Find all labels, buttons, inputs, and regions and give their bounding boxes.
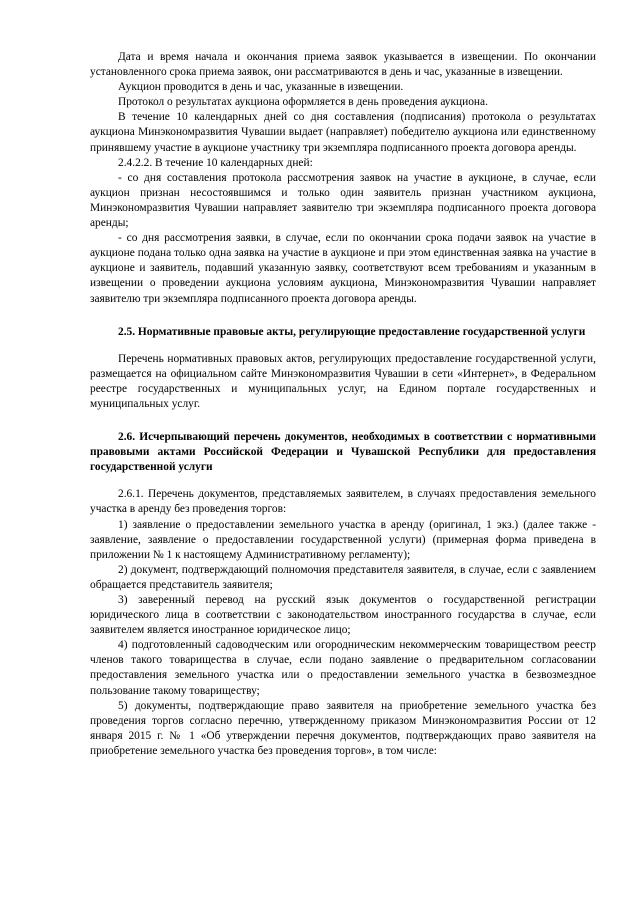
- spacer: [90, 307, 596, 325]
- spacer: [90, 340, 596, 352]
- list-item: 3) заверенный перевод на русский язык документов о государственной регистрации юридического лица в соответствии с законодательством иностранного государства в случае, если заявителем является иностранное юридическое лицо;: [90, 594, 596, 637]
- paragraph: - со дня рассмотрения заявки, в случае, если по окончании срока подачи заявок на участие в аукционе подана только одна заявка на участие в аукционе и при этом единственная заявка на участие в аукционе и заявитель, подавший указанную заявку, соответствуют всем требованиям и указанным в извещении о проведении аукциона условиям аукциона, Минэкономразвития Чувашии направляет заявителю три экземпляра подписанного проекта договора аренды.: [90, 232, 596, 305]
- spacer: [90, 475, 596, 487]
- list-item: 1) заявление о предоставлении земельного участка в аренду (оригинал, 1 экз.) (далее также - заявление, заявление о предоставлении государственной услуги) (примерная форма приведена в приложении № 1 к настоящему Административному регламенту);: [90, 518, 596, 561]
- paragraph: Перечень нормативных правовых актов, регулирующих предоставление государственной услуги, размещается на официальном сайте Минэкономразвития Чувашии в сети «Интернет», в Федеральном реестре государственных и муниципальных услуг, на Едином портале государственных и муниципальных услуг.: [90, 352, 596, 410]
- paragraph: 2.6.1. Перечень документов, представляемых заявителем, в случаях предоставления земельного участка в аренду без проведения торгов:: [90, 488, 596, 516]
- document-page: [90, 50, 596, 759]
- list-item: 5) документы, подтверждающие право заявителя на приобретение земельного участка без проведения торгов согласно перечню, утвержденному приказом Минэкономразвития России от 12 января 2015 г. № 1 «Об утверждении перечня документов, подтверждающих право заявителя на приобретение земельного участка без проведения торгов», в том числе:: [90, 699, 596, 757]
- paragraph: Дата и время начала и окончания приема заявок указывается в извещении. По окончании установленного срока приема заявок, они рассматриваются в день и час, указанные в извещении.: [90, 51, 596, 79]
- spacer: [90, 412, 596, 430]
- list-item: 2) документ, подтверждающий полномочия представителя заявителя, в случае, если с заявлением обращается представитель заявителя;: [90, 563, 596, 591]
- paragraph: В течение 10 календарных дней со дня составления (подписания) протокола о результатах аукциона Минэкономразвития Чувашии выдает (направляет) победителю аукциона или единственному принявшему участие в аукционе участнику три экземпляра подписанного проекта договора аренды.: [90, 111, 596, 154]
- paragraph: - со дня составления протокола рассмотрения заявок на участие в аукционе, в случае, если аукцион признан несостоявшимся и только один заявитель признан участником аукциона, Минэкономразвития Чувашии направляет заявителю три экземпляра подписанного проекта договора аренды;: [90, 171, 596, 230]
- list-item: 4) подготовленный садоводческим или огородническим некоммерческим товариществом реестр членов такого товарищества в случае, если подано заявление о предварительном согласовании предоставления земельного участка или о предоставлении земельного участка в безвозмездное пользование такому товариществу;: [90, 639, 596, 697]
- paragraph: 2.4.2.2. В течение 10 календарных дней:: [118, 156, 313, 169]
- paragraph: Протокол о результатах аукциона оформляется в день проведения аукциона.: [118, 96, 488, 109]
- section-heading-2-6: 2.6. Исчерпывающий перечень документов, необходимых в соответствии с нормативными правовыми актами Российской Федерации и Чувашской Республики для предоставления государственной услуги: [90, 431, 596, 474]
- paragraph: Аукцион проводится в день и час, указанные в извещении.: [118, 81, 404, 94]
- section-heading-2-5: 2.5. Нормативные правовые акты, регулирующие предоставление государственной услуги: [118, 325, 586, 338]
